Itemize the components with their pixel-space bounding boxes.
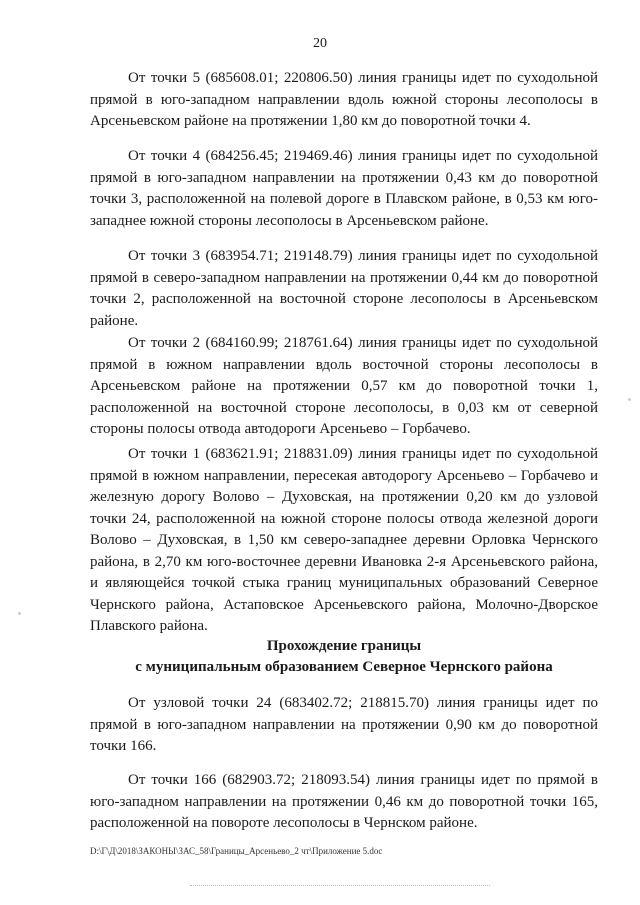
paragraph-point-2: От точки 2 (684160.99; 218761.64) линия границы идет по суходольной прямой в южном направлении вдоль восточной стороны лесополосы в Арсеньевском районе на протяжении 0,57 км до поворотной точки 1, расположенной на восточной стороне лесополосы, в 0,03 км от северной стороны полосы отвода автодороги Арсеньево – Горбачево. bbox=[90, 335, 598, 437]
page-number: 20 bbox=[313, 36, 327, 51]
paragraph-point-1: От точки 1 (683621.91; 218831.09) линия границы идет по суходольной прямой в южном направлении, пересекая автодорогу Арсеньево – Горбачево и железную дорогу Волово – Духовская, на протяжении 0,20 км до узловой точки 24, расположенной на южной стороне полосы отвода железной дороги Волово – Духовская, в 1,50 км северо-западнее деревни Орловка Чернского района, в 2,70 км юго-восточнее деревни Ивановка 2-я Арсеньевского района, и являющейся точкой стыка границ муниципальных образований Северное Чернского района, Астаповское Арсеньевского района, Молочно-Дворское Плавского района. bbox=[90, 446, 598, 634]
section-heading-line-1: Прохождение границы bbox=[266, 638, 422, 654]
section-heading bbox=[90, 636, 598, 678]
scan-artifact-dot bbox=[628, 398, 631, 401]
scan-artifact-dot bbox=[18, 612, 21, 615]
footer-file-path: D:\Г\Д\2018\ЗАКОНЫ\ЗАС_58\Границы_Арсеньево_2 чт\Приложение 5.doc bbox=[90, 846, 383, 856]
paragraph-point-24: От узловой точки 24 (683402.72; 218815.70) линия границы идет по прямой в юго-западном направлении на протяжении 0,90 км до поворотной точки 166. bbox=[90, 695, 598, 754]
paragraph-point-166: От точки 166 (682903.72; 218093.54) линия границы идет по прямой в юго-западном направлении на протяжении 0,46 км до поворотной точки 165, расположенной на повороте лесополосы в Чернском районе. bbox=[90, 772, 598, 831]
scan-artifact-line bbox=[190, 885, 490, 886]
section-heading-line-2: с муниципальным образованием Северное Чернского района bbox=[135, 659, 553, 675]
paragraph-point-4: От точки 4 (684256.45; 219469.46) линия границы идет по суходольной прямой в юго-западном направлении на протяжении 0,43 км до поворотной точки 3, расположенной на полевой дороге в Плавском районе, в 0,53 км юго-западнее южной стороны лесополосы в Арсеньевском районе. bbox=[90, 148, 598, 229]
paragraph-point-5: От точки 5 (685608.01; 220806.50) линия границы идет по суходольной прямой в юго-западном направлении вдоль южной стороны лесополосы в Арсеньевском районе на протяжении 1,80 км до поворотной точки 4. bbox=[90, 70, 598, 129]
paragraph-point-3: От точки 3 (683954.71; 219148.79) линия границы идет по суходольной прямой в северо-западном направлении на протяжении 0,44 км до поворотной точки 2, расположенной на восточной стороне лесополосы в Арсеньевском районе. bbox=[90, 248, 598, 329]
